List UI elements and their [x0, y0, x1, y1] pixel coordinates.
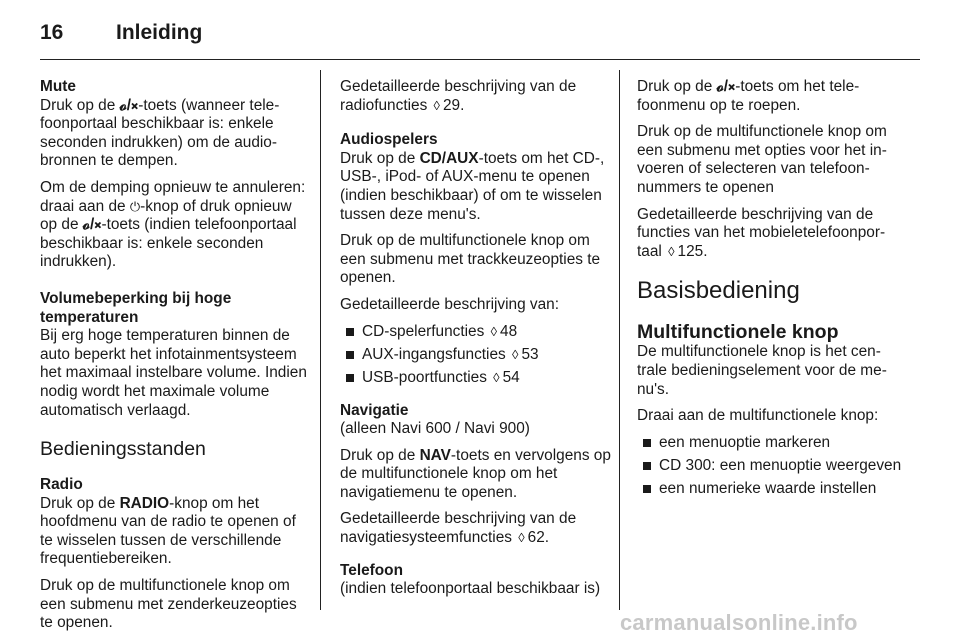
list-item: [340, 323, 612, 342]
bullet-icon: [643, 439, 651, 447]
text: Druk op de: [340, 446, 420, 464]
text: een numerieke waarde instellen: [659, 480, 877, 498]
cd-aux-key: CD/AUX: [419, 149, 479, 167]
text: Om de demping opnieuw te annuleren: draai aan de: [40, 178, 306, 215]
mute-paragraph-1: [40, 97, 312, 171]
power-icon: ⏻: [129, 198, 141, 214]
radio-paragraph-1: [40, 495, 312, 569]
nav-heading: Navigatie: [340, 401, 409, 419]
column-3: [637, 78, 903, 507]
text: AUX-ingangsfuncties: [362, 345, 510, 363]
bullet-icon: [346, 328, 354, 336]
radio-key: RADIO: [119, 494, 170, 512]
text: USB-poortfuncties: [362, 368, 492, 386]
phone-heading: Telefoon: [340, 561, 403, 579]
knob-paragraph-1: De multifunctionele knop is het centrale bedieningselement voor de menu's.: [637, 343, 887, 398]
header-rule: [40, 59, 920, 60]
phone-paragraph-2: Druk op de multifunctionele knop om een submenu met opties voor het invoeren of selecteren van telefoonnummers te openen: [637, 123, 887, 196]
phone-paragraph-3: [637, 206, 903, 262]
audio-paragraph-1: [340, 150, 612, 224]
knob-paragraph-2: Draai aan de multifunctionele knop:: [637, 407, 879, 425]
bullet-icon: [643, 485, 651, 493]
column-divider-1: [320, 70, 321, 610]
text: Gedetailleerde beschrijving van de radiofuncties: [340, 78, 577, 114]
volume-heading: [40, 290, 312, 327]
text: Druk op de: [40, 96, 120, 114]
audio-paragraph-2: Druk op de multifunctionele knop om een submenu met trackkeuzeopties te openen.: [340, 232, 601, 287]
audio-heading: Audiospelers: [340, 131, 438, 149]
list-item: [637, 434, 903, 453]
page-ref-icon: ◊: [668, 243, 675, 259]
volume-paragraph: Bij erg hoge temperaturen binnen de auto beperkt het infotainmentsysteem het maximaal instelbare volume. Indien nodig wordt het maximale volume automatisch verlaagd.: [40, 327, 307, 419]
page-ref: 48: [500, 322, 518, 340]
phone-mute-icon: 𝓸/⨯: [119, 96, 139, 114]
page-ref: 53: [521, 345, 539, 363]
text: een menuoptie markeren: [659, 433, 831, 451]
watermark: carmanualsonline.info: [620, 610, 858, 635]
text: CD 300: een menuoptie weergeven: [659, 456, 902, 474]
mute-paragraph-2: [40, 179, 312, 272]
bullet-icon: [346, 374, 354, 382]
text: -toets om het CD-, USB-, iPod- of AUX-menu te openen (indien beschikbaar) of om te wisselen tussen deze menu's.: [340, 149, 605, 223]
phone-mute-icon: 𝓸/⨯: [82, 216, 102, 234]
page-ref: 29.: [442, 96, 465, 114]
basic-operation-heading: Basisbediening: [637, 277, 800, 305]
page-ref: 54: [502, 368, 520, 386]
column-1: [40, 78, 312, 641]
nav-paragraph-1: [340, 447, 612, 503]
list-item: [340, 369, 612, 388]
text: CD-spelerfuncties: [362, 322, 489, 340]
page-ref: 125.: [677, 242, 708, 260]
nav-subtitle: (alleen Navi 600 / Navi 900): [340, 420, 530, 438]
radio-heading: Radio: [40, 476, 83, 494]
page-ref-icon: ◊: [512, 346, 519, 362]
radio-detail-paragraph: [340, 78, 612, 115]
phone-paragraph-1: [637, 78, 903, 115]
text: -toets (wanneer telefoonportaal beschikbaar is: enkele seconden indrukken) om de audiobronnen te dempen.: [40, 96, 280, 170]
text: temperaturen: [40, 308, 139, 326]
list-item: [637, 457, 903, 476]
page-ref-icon: ◊: [493, 369, 500, 385]
text: -toets en vervolgens op de multifunctionele knop om het navigatiemenu te openen.: [340, 446, 611, 501]
list-item: [340, 346, 612, 365]
column-divider-2: [619, 70, 620, 610]
audio-paragraph-3: Gedetailleerde beschrijving van:: [340, 295, 560, 313]
nav-key: NAV: [419, 446, 451, 464]
bullet-icon: [643, 462, 651, 470]
nav-paragraph-2: [340, 510, 612, 547]
list-item: [637, 480, 903, 499]
text: Gedetailleerde beschrijving van de functies van het mobieletelefoonportaal: [637, 205, 886, 260]
page-ref-icon: ◊: [518, 530, 525, 546]
text: Druk op de: [637, 78, 717, 95]
modes-heading: Bedieningsstanden: [40, 438, 206, 461]
text: -toets om het telefoonmenu op te roepen.: [637, 78, 860, 114]
text: -knop om het hoofdmenu van de radio te openen of te wisselen tussen de verschillende frequentiebereiken.: [40, 494, 296, 568]
text: -knop of druk opnieuw op de: [40, 197, 292, 234]
page-ref: 62.: [527, 529, 550, 547]
page-ref-icon: ◊: [490, 323, 498, 339]
phone-subtitle: (indien telefoonportaal beschikbaar is): [340, 580, 601, 598]
column-2: [340, 78, 612, 607]
page-number: 16: [40, 21, 64, 44]
phone-mute-icon: 𝓸/⨯: [716, 78, 736, 95]
knob-heading: Multifunctionele knop: [637, 321, 839, 344]
page-header: [40, 16, 202, 50]
radio-paragraph-2: Druk op de multifunctionele knop om een submenu met zenderkeuzeopties te openen.: [40, 577, 297, 632]
chapter-title: Inleiding: [116, 21, 203, 44]
text: Volumebeperking bij hoge: [40, 289, 232, 307]
page-ref-icon: ◊: [433, 97, 440, 113]
text: Druk op de: [340, 149, 420, 167]
text: Gedetailleerde beschrijving van de navigatiesysteemfuncties: [340, 510, 577, 547]
knob-list: [637, 434, 903, 499]
text: Druk op de: [40, 494, 120, 512]
mute-heading: Mute: [40, 78, 76, 95]
bullet-icon: [346, 351, 354, 359]
audio-list: [340, 323, 612, 388]
text: -toets (indien telefoonportaal beschikbaar is: enkele seconden indrukken).: [40, 216, 297, 271]
